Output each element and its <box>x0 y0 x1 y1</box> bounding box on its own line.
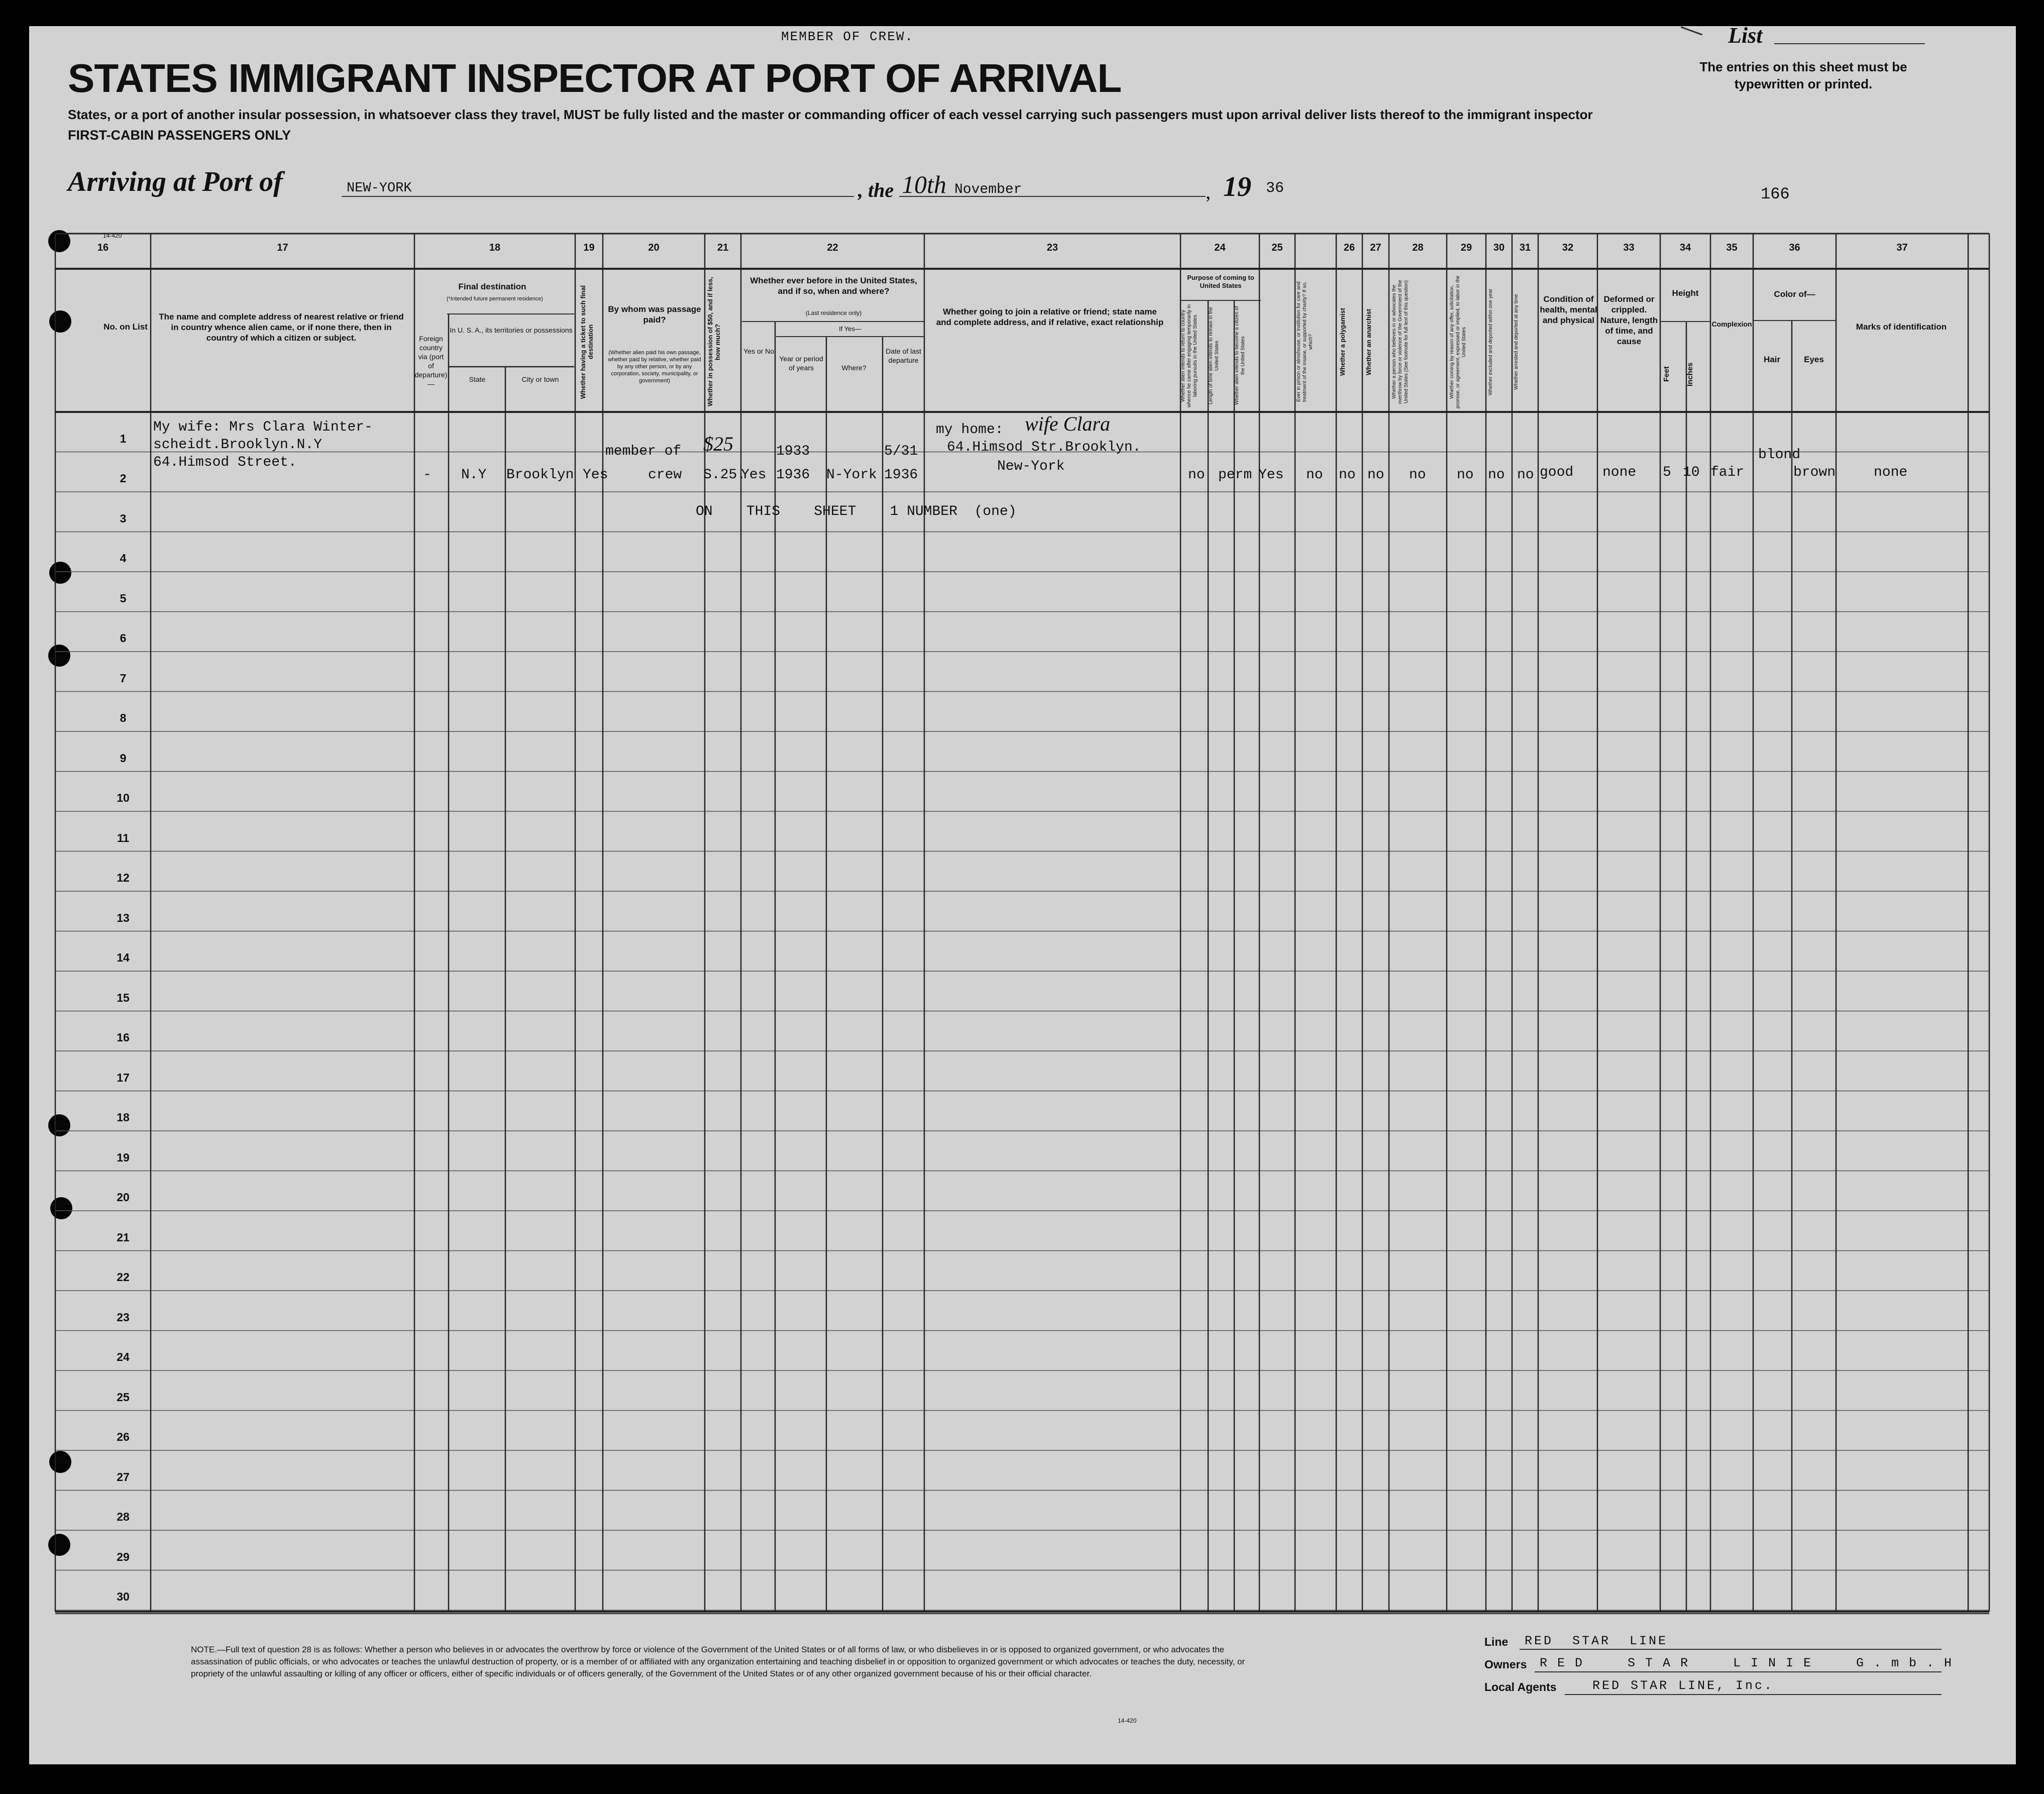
entry-length: perm <box>1218 467 1252 483</box>
header-if-yes: If Yes— <box>839 325 862 333</box>
footer-form-number: 14-420 <box>1118 1717 1137 1724</box>
row-number: 7 <box>120 671 127 685</box>
month-value: November <box>954 182 1022 197</box>
row-number: 13 <box>117 911 130 924</box>
form-number: 14-420 <box>103 232 122 239</box>
row-number: 29 <box>117 1550 130 1563</box>
column-number: 17 <box>277 242 288 253</box>
the-label: , the <box>858 179 894 201</box>
row-number: 15 <box>117 991 130 1004</box>
entry-city: Brooklyn <box>506 467 574 483</box>
header-date-departure: Date of last departure <box>886 347 921 364</box>
column-number: 33 <box>1623 242 1635 253</box>
column-number: 27 <box>1370 242 1381 253</box>
entry-state: N.Y <box>461 467 487 483</box>
header-foreign-via: Foreign country via (port of departure)— <box>414 335 448 388</box>
typewritten-note: The entries on this sheet must be typewritten or printed. <box>1699 59 1907 91</box>
entry-where: N-York <box>826 467 877 483</box>
entry-date-handwritten: 5/31 <box>884 444 918 459</box>
entry-deformed: none <box>1602 465 1637 480</box>
row-number: 23 <box>117 1310 130 1324</box>
header-state: State <box>469 375 486 383</box>
header-money: Whether in possession of $50, and if less, how much? <box>706 277 721 407</box>
entry-citizen: Yes <box>1258 467 1284 483</box>
header-excluded: Whether excluded and deported within one year <box>1488 288 1493 395</box>
entry-polygamist: no <box>1339 467 1356 483</box>
row-number: 10 <box>117 791 130 804</box>
header-prison: Ever in prison or almshouse, or institution for care and treatment of the insane, or supported by charity? If so, which? <box>1296 281 1314 402</box>
comma: , <box>1206 180 1211 203</box>
header-arrested: Whether arrested and deported at any time <box>1514 294 1519 390</box>
row-number: 18 <box>117 1111 130 1124</box>
member-of-crew-stamp: MEMBER OF CREW. <box>781 29 914 44</box>
entry-join-line2: 64.Himsod Str.Brooklyn. <box>947 440 1141 455</box>
entry-foreign-via: - <box>423 467 432 483</box>
year-suffix: 36 <box>1266 180 1284 197</box>
row-number: 30 <box>117 1590 130 1603</box>
row-number: 11 <box>117 831 130 845</box>
agents-fill-line <box>1565 1694 1942 1695</box>
page-number: 166 <box>1761 185 1790 203</box>
entry-hair: blond <box>1758 447 1801 463</box>
entry-join-handwritten: wife Clara <box>1025 412 1111 435</box>
row-number: 14 <box>117 951 130 964</box>
year-prefix: 19 <box>1223 171 1251 202</box>
row-number: 17 <box>117 1071 130 1084</box>
column-number: 29 <box>1460 242 1472 253</box>
sheet-count-note: ON THIS SHEET 1 NUMBER (one) <box>696 504 1017 519</box>
header-marks: Marks of identification <box>1856 322 1947 332</box>
row-number: 2 <box>120 472 127 485</box>
entry-marks: none <box>1874 465 1908 480</box>
entry-inches: 10 <box>1683 465 1700 480</box>
entry-join-line1: my home: <box>936 422 1004 438</box>
row-number: 8 <box>120 711 127 724</box>
owners-label: Owners <box>1484 1658 1527 1671</box>
header-inches: Inches <box>1686 362 1694 386</box>
header-year: Year or period of years <box>779 355 823 372</box>
entry-return: no <box>1188 467 1205 483</box>
header-final-destination: Final destination <box>458 282 526 291</box>
header-color-of: Color of— <box>1774 289 1815 299</box>
header-labor-contract: Whether coming by reason of any offer, solicitation, promise, or agreement, expressed or implied, to labor in the United States <box>1449 275 1467 408</box>
row-number: 16 <box>117 1031 130 1044</box>
port-value: NEW-YORK <box>347 181 412 196</box>
header-ticket: Whether having a ticket to such final destination <box>579 285 594 399</box>
row-number: 22 <box>117 1271 130 1284</box>
row-number: 25 <box>117 1390 130 1404</box>
entry-ticket: Yes <box>583 467 608 483</box>
entry-eyes: brown <box>1793 465 1836 480</box>
header-yes-no: Yes or No <box>743 347 774 355</box>
row-number: 19 <box>117 1150 130 1164</box>
list-label: List <box>1728 23 1763 48</box>
entry-money: S.25. <box>703 467 746 483</box>
column-number: 32 <box>1562 242 1574 253</box>
header-complexion: Complexion <box>1711 320 1752 328</box>
entry-before-yes: Yes <box>741 467 767 483</box>
header-feet: Feet <box>1662 366 1671 382</box>
footnote-question-28: NOTE.—Full text of question 28 is as follows: Whether a person who believes in or advocates the overthrow by force or violence of the Government of the United States or of all forms of law, or who disbelieves in or is opposed to organized government, or who advocates the assassination of public officials, or who advocates or teaches the unlawful destruction of property, or is a member of or affiliated with any organization entertaining and teaching disbelief in or opposition to organized government or which advocates or teaches the duty, necessity, or propriety of the unlawful assaulting or killing of any officer or officers, either of specific individuals or of officers generally, of the Government of the United States or of any other organized government because of his or their official character. <box>191 1645 1245 1678</box>
header-intends-return: Whether alien intends to return to country whence he came after engaging temporarily in laboring pursuits in the United States <box>1180 304 1198 407</box>
column-number: 22 <box>827 242 838 253</box>
header-hair: Hair <box>1763 355 1781 364</box>
entry-prison: no <box>1306 467 1323 483</box>
column-number: 36 <box>1789 242 1800 253</box>
entry-complexion: fair <box>1710 465 1745 480</box>
header-passage-paid-sub: (Whether alien paid his own passage, whether paid by relative, whether paid by any other person, or by any corporation, society, municipality, or government) <box>608 350 701 384</box>
first-cabin-label: FIRST-CABIN PASSENGERS ONLY <box>68 128 291 143</box>
row-number: 3 <box>120 511 127 525</box>
column-number: 16 <box>97 242 109 253</box>
header-no-on-list: No. on List <box>103 322 148 332</box>
header-city: City or town <box>521 375 559 383</box>
column-number: 34 <box>1679 242 1691 253</box>
header-final-destination-sub: (*Intended future permanent residence) <box>446 296 543 302</box>
column-number: 30 <box>1493 242 1505 253</box>
day-value: 10th <box>902 170 946 198</box>
header-join-relative: Whether going to join a relative or friend; state name and complete address, and if relative, exact relationship <box>936 307 1164 327</box>
entry-feet: 5 <box>1663 465 1671 480</box>
row-number: 12 <box>117 871 130 884</box>
column-number: 21 <box>717 242 729 253</box>
entry-anarchist: no <box>1367 467 1384 483</box>
agents-value: RED STAR LINE, Inc. <box>1592 1678 1774 1693</box>
entry-passage-line2: crew <box>648 467 682 483</box>
entry-contract: no <box>1457 467 1474 483</box>
entry-money-handwritten: $25 <box>703 433 733 455</box>
entry-join-line3: New-York <box>997 459 1065 474</box>
entry-excluded: no <box>1488 467 1505 483</box>
header-health: Condition of health, mental and physical <box>1540 294 1597 325</box>
column-number: 26 <box>1343 242 1355 253</box>
header-passage-paid: By whom was passage paid? <box>608 304 701 325</box>
entry-year-handwritten: 1933 <box>776 444 810 459</box>
line-label: Line <box>1484 1635 1509 1648</box>
column-number: 18 <box>489 242 501 253</box>
row-number: 9 <box>120 751 127 765</box>
header-where: Where? <box>841 364 867 372</box>
entry-date: 1936 <box>884 467 918 483</box>
entry-passage-line1: member of <box>605 444 682 459</box>
row-number: 1 <box>120 432 127 445</box>
row-number: 28 <box>117 1510 130 1523</box>
header-deformed: Deformed or crippled. Nature, length of time, and cause <box>1600 294 1658 346</box>
entry-relative-line1: My wife: Mrs Clara Winter- <box>153 419 373 435</box>
header-relative-address: The name and complete address of nearest relative or friend in country whence alien came, or if none there, then in country of which a citizen or subject. <box>159 312 404 343</box>
line-value: RED STAR LINE <box>1525 1634 1668 1648</box>
header-last-residence: (Last residence only) <box>805 309 862 316</box>
row-number: 21 <box>117 1230 130 1244</box>
header-before-in-us: Whether ever before in the United States, and if so, when and where? <box>750 276 917 296</box>
header-eyes: Eyes <box>1804 355 1824 364</box>
column-number: 25 <box>1271 242 1283 253</box>
column-number: 20 <box>648 242 660 253</box>
header-become-citizen: Whether alien intends to become a citizen of the United States <box>1234 306 1246 405</box>
header-polygamist: Whether a polygamist <box>1339 307 1346 376</box>
row-number: 5 <box>120 591 127 605</box>
header-anarchist: Whether an anarchist <box>1365 308 1372 375</box>
entry-relative-line2: scheidt.Brooklyn.N.Y <box>153 437 322 453</box>
column-number: 23 <box>1046 242 1058 253</box>
line-fill-line <box>1520 1649 1942 1650</box>
arriving-label: Arriving at Port of <box>68 166 283 197</box>
header-in-usa: In U. S. A., its territories or possessions <box>450 326 573 334</box>
entry-health: good <box>1540 465 1574 480</box>
column-number: 35 <box>1726 242 1738 253</box>
row-number: 27 <box>117 1470 130 1484</box>
entry-relative-line3: 64.Himsod Street. <box>153 455 297 470</box>
agents-label: Local Agents <box>1484 1680 1557 1694</box>
owners-fill-line <box>1535 1671 1942 1672</box>
column-number: 31 <box>1519 242 1531 253</box>
entry-year: 1936 <box>776 467 810 483</box>
column-number: 28 <box>1412 242 1424 253</box>
header-height: Height <box>1672 288 1699 298</box>
row-number: 4 <box>120 552 127 565</box>
row-number: 26 <box>117 1430 130 1443</box>
row-number: 20 <box>117 1191 130 1204</box>
header-purpose: Purpose of coming to United States <box>1187 274 1254 289</box>
page-title: STATES IMMIGRANT INSPECTOR AT PORT OF ARRIVAL <box>68 56 1122 100</box>
owners-value: RED STAR LINIE G.mb.H <box>1540 1656 1962 1670</box>
entry-overthrow: no <box>1409 467 1426 483</box>
entry-arrested: no <box>1517 467 1534 483</box>
row-number: 6 <box>120 631 127 645</box>
page-subtitle: States, or a port of another insular possession, in whatsoever class they travel, MUST be fully listed and the master or commanding officer of each vessel carrying such passengers must upon arrival deliver lists thereof to the immigrant inspector <box>68 107 1593 122</box>
column-number: 24 <box>1214 242 1226 253</box>
header-overthrow: Whether a person who believes in or advocates the overthrow by force or violence of the Government of the United States (See footnote for full text of this question) <box>1391 280 1409 404</box>
row-number: 24 <box>117 1350 130 1363</box>
column-number: 19 <box>583 242 595 253</box>
column-number: 37 <box>1896 242 1908 253</box>
header-length-stay: Length of time alien intends to remain in the United States <box>1208 307 1220 405</box>
